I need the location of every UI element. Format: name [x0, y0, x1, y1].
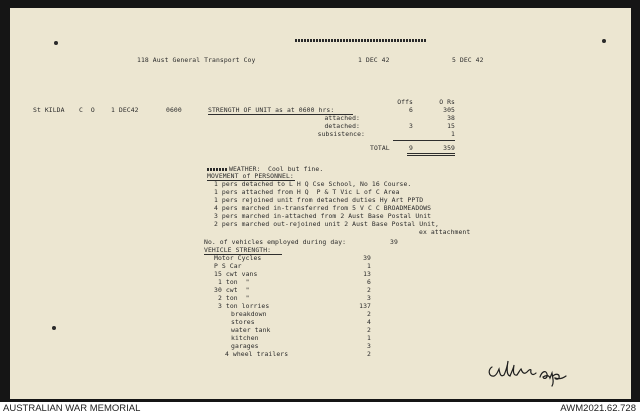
archive-name: AUSTRALIAN WAR MEMORIAL — [3, 403, 141, 414]
vehicle-count: 6 — [367, 278, 371, 286]
movement-line: 1 pers attached from H Q P & T Vic L of C Area — [214, 188, 400, 196]
vehicle-label: 30 cwt " — [214, 286, 250, 294]
vehicle-count: 1 — [367, 262, 371, 270]
movement-line: 4 pers marched in-transferred from 5 V C C BROADMEADOWS — [214, 204, 432, 212]
entry-co: C O — [79, 106, 95, 114]
movement-line: 1 pers rejoined unit from detached duties Hy Art PPTD — [214, 196, 424, 204]
date-from: 1 DEC 42 — [358, 56, 390, 64]
vehicle-count: 2 — [367, 326, 371, 334]
vehicle-label: garages — [231, 342, 259, 350]
vehicle-count: 1 — [367, 334, 371, 342]
subsistence-label: subsistence: — [317, 130, 365, 138]
archive-footer — [0, 402, 640, 416]
vehicle-count: 3 — [367, 294, 371, 302]
vehicle-count: 13 — [363, 270, 371, 278]
vehicle-label: 2 ton " — [218, 294, 250, 302]
vehicle-count: 3 — [367, 342, 371, 350]
attached-ors: 38 — [447, 114, 455, 122]
vehicle-label: Motor Cycles — [214, 254, 262, 262]
unit-name: 118 Aust General Transport Coy — [137, 56, 256, 64]
vehicle-label: 4 wheel trailers — [225, 350, 289, 358]
movement-line: 2 pers marched out-rejoined unit 2 Aust Base Postal Unit, — [214, 220, 440, 228]
vehicle-label: breakdown — [231, 310, 267, 318]
vehicle-label: stores — [231, 318, 255, 326]
vehicle-label: 15 cwt vans — [214, 270, 258, 278]
total-double-rule — [407, 155, 455, 156]
vehicles-employed-value: 39 — [390, 238, 398, 246]
total-label: TOTAL — [370, 144, 390, 152]
subsistence-ors: 1 — [451, 130, 455, 138]
strength-ors: 305 — [443, 106, 455, 114]
struck-out-heading — [295, 39, 427, 42]
archive-reference: AWM2021.62.728 — [560, 403, 636, 414]
vehicle-count: 4 — [367, 318, 371, 326]
movement-line: ex attachment — [419, 228, 471, 236]
vehicle-count: 39 — [363, 254, 371, 262]
entry-date: 1 DEC42 — [111, 106, 139, 114]
entry-time: 0600 — [166, 106, 182, 114]
strength-offrs: 6 — [409, 106, 413, 114]
vehicle-label: water tank — [231, 326, 271, 334]
weather-text: Cool but fine. — [268, 165, 324, 173]
vehicles-employed-label: No. of vehicles employed during day: — [204, 238, 347, 246]
total-offrs: 9 — [409, 144, 413, 152]
punch-hole — [54, 41, 58, 45]
col-header-ors: O Rs — [439, 98, 455, 106]
strength-title: STRENGTH OF UNIT as at 0600 hrs: — [208, 106, 335, 114]
movement-line: 3 pers marched in-attached from 2 Aust Base Postal Unit — [214, 212, 432, 220]
col-header-offrs: Offs — [397, 98, 413, 106]
entry-place: St KILDA — [33, 106, 65, 114]
weather-label: WEATHER: — [229, 165, 261, 173]
vehicle-label: 3 ton lorries — [218, 302, 270, 310]
date-to: 5 DEC 42 — [452, 56, 484, 64]
vehicle-count: 137 — [359, 302, 371, 310]
vehicle-label: 1 ton " — [218, 278, 250, 286]
movement-line: 1 pers detached to L H Q Cse School, No 16 Course. — [214, 180, 412, 188]
handwritten-signature — [486, 357, 576, 389]
vehicle-strength-heading: VEHICLE STRENGTH: — [204, 246, 272, 254]
punch-hole — [52, 326, 56, 330]
vehicle-label: P S Car — [214, 262, 242, 270]
total-rule — [393, 140, 455, 141]
total-double-rule — [407, 153, 455, 154]
punch-hole — [602, 39, 606, 43]
struck-out-word — [207, 168, 227, 171]
movement-heading: MOVEMENT of PERSONNEL: — [207, 172, 294, 180]
vehicle-label: kitchen — [231, 334, 259, 342]
vehicle-count: 2 — [367, 286, 371, 294]
vehicle-count: 2 — [367, 350, 371, 358]
detached-offrs: 3 — [409, 122, 413, 130]
detached-ors: 15 — [447, 122, 455, 130]
vehicle-count: 2 — [367, 310, 371, 318]
total-ors: 359 — [443, 144, 455, 152]
detached-label: detached: — [324, 122, 360, 130]
attached-label: attached: — [324, 114, 360, 122]
